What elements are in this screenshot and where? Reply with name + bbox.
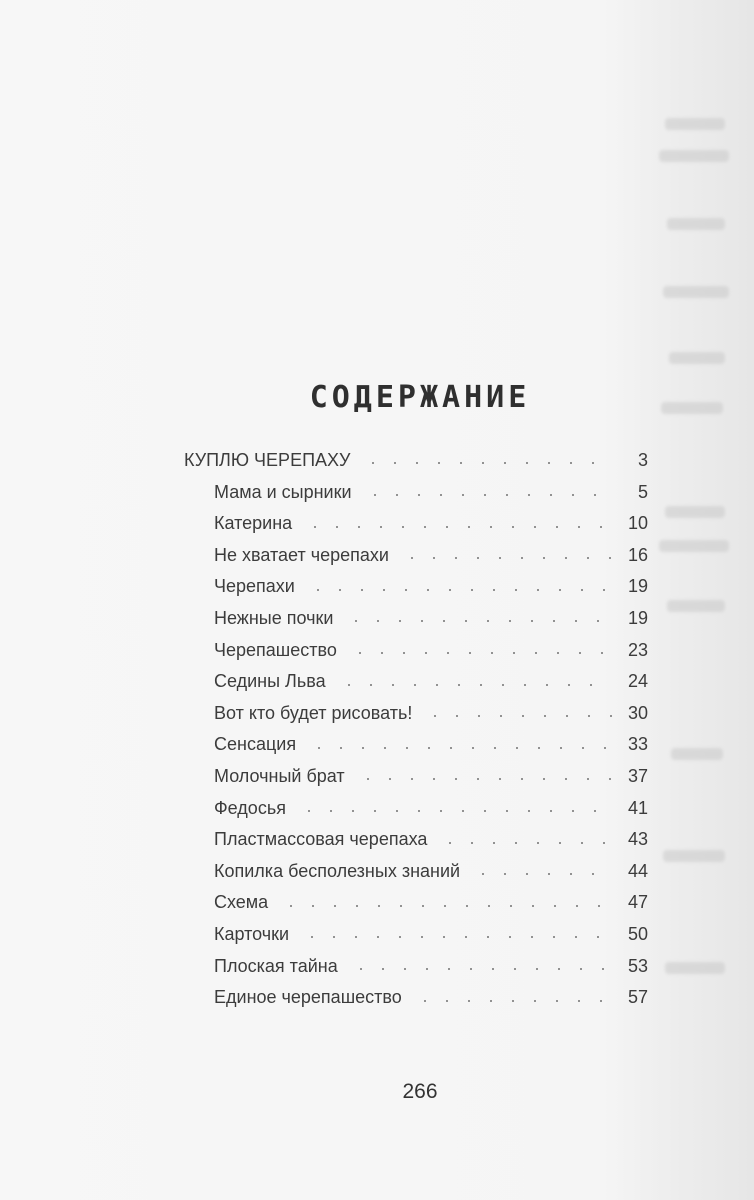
dot-leader — [472, 873, 612, 875]
toc-page-number: 43 — [627, 829, 648, 850]
toc-entry-title: Не хватает черепахи — [214, 544, 389, 565]
toc-entry[interactable] — [214, 509, 648, 539]
toc-entry[interactable] — [214, 856, 648, 886]
toc-entry-title: Сенсация — [214, 734, 297, 755]
contents-title: СОДЕРЖАНИЕ — [309, 380, 531, 415]
toc-page-number: 10 — [627, 513, 648, 534]
toc-entry[interactable] — [214, 477, 648, 507]
toc-main-entry[interactable] — [184, 445, 648, 475]
toc-entry-title: Черепахи — [214, 576, 295, 597]
toc-page-number: 23 — [627, 639, 648, 660]
dot-leader — [304, 526, 612, 528]
toc-entry[interactable] — [214, 540, 648, 570]
dot-leader — [345, 620, 612, 622]
dot-leader — [307, 589, 612, 591]
toc-entry-title: Схема — [214, 892, 269, 913]
dot-leader — [357, 778, 612, 780]
toc-entry[interactable] — [214, 983, 648, 1013]
toc-entry-title: КУПЛЮ ЧЕРЕПАХУ — [184, 449, 351, 470]
toc-entry-title: Нежные почки — [214, 607, 334, 628]
dot-leader — [439, 842, 612, 844]
toc-page-number: 41 — [627, 797, 648, 818]
toc-entry-title: Пластмассовая черепаха — [214, 829, 428, 850]
dot-leader — [362, 462, 612, 464]
toc-entry-title: Катерина — [214, 513, 293, 534]
toc-entry-title: Карточки — [214, 923, 290, 944]
toc-entry[interactable] — [214, 667, 648, 697]
toc-entry-title: Копилка бесполезных знаний — [214, 860, 461, 881]
dot-leader — [280, 905, 612, 907]
dot-leader — [301, 936, 612, 938]
toc-entry-title: Единое черепашество — [214, 987, 402, 1008]
dot-leader — [350, 968, 612, 970]
toc-entry-title: Плоская тайна — [214, 955, 338, 976]
toc-entry-title: Черепашество — [214, 639, 337, 660]
toc-entry-title: Седины Льва — [214, 671, 326, 692]
dot-leader — [414, 1000, 612, 1002]
toc-page-number: 5 — [637, 481, 648, 502]
dot-leader — [401, 557, 612, 559]
toc-entry[interactable] — [214, 730, 648, 760]
toc-page-number: 3 — [637, 449, 648, 470]
toc-page-number: 57 — [627, 987, 648, 1008]
dot-leader — [424, 715, 612, 717]
toc-page-number: 24 — [627, 671, 648, 692]
toc-entry-title: Мама и сырники — [214, 481, 352, 502]
toc-entry-title: Молочный брат — [214, 765, 345, 786]
toc-entry[interactable] — [214, 698, 648, 728]
dot-leader — [364, 494, 612, 496]
toc-page-number: 33 — [627, 734, 648, 755]
toc-entry[interactable] — [214, 951, 648, 981]
toc-page-number: 53 — [627, 955, 648, 976]
toc-entry[interactable] — [214, 825, 648, 855]
dot-leader — [349, 652, 612, 654]
toc-page-number: 37 — [627, 765, 648, 786]
toc-page-number: 19 — [627, 576, 648, 597]
toc-page-number: 19 — [627, 607, 648, 628]
toc-entry[interactable] — [214, 603, 648, 633]
toc-entry[interactable] — [214, 572, 648, 602]
dot-leader — [338, 684, 612, 686]
toc-entry[interactable] — [214, 919, 648, 949]
toc-page-number: 44 — [627, 860, 648, 881]
toc-entry[interactable] — [214, 761, 648, 791]
toc-entry[interactable] — [214, 793, 648, 823]
page-number: 266 — [402, 1080, 438, 1103]
toc-page-number: 16 — [627, 544, 648, 565]
toc-entry[interactable] — [214, 888, 648, 918]
toc-page-number: 30 — [627, 702, 648, 723]
toc-entry-title: Вот кто будет рисовать! — [214, 702, 413, 723]
dot-leader — [308, 747, 612, 749]
toc-entry-title: Федосья — [214, 797, 286, 818]
toc-entry[interactable] — [214, 635, 648, 665]
toc-page-number: 50 — [627, 923, 648, 944]
toc-page-number: 47 — [627, 892, 648, 913]
dot-leader — [298, 810, 612, 812]
